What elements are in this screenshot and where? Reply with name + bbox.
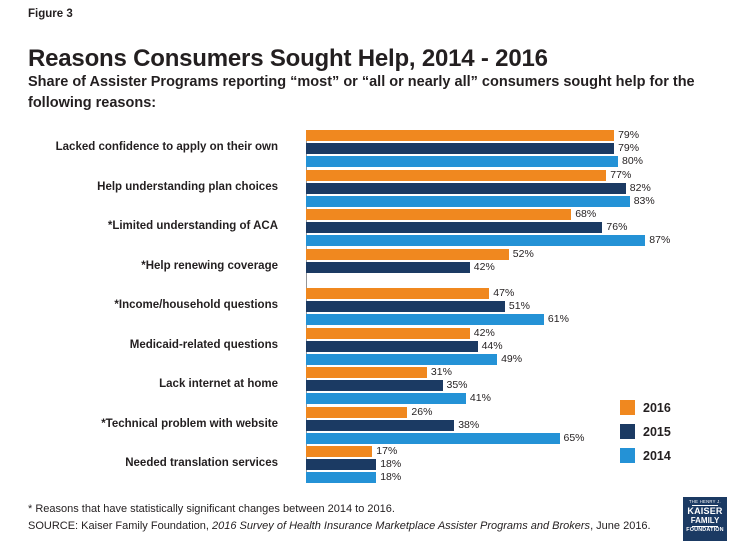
bar-wrapper <box>306 235 708 246</box>
category-label: Lack internet at home <box>159 378 278 390</box>
bar-value-label: 18% <box>380 458 402 470</box>
bar-2014 <box>306 196 630 207</box>
bar-wrapper <box>306 288 708 299</box>
bar-2016 <box>306 170 606 181</box>
bar-value-label: 17% <box>376 445 398 457</box>
category-label: *Help renewing coverage <box>141 259 278 272</box>
logo-line-3: FAMILY <box>690 515 720 525</box>
bar-2014 <box>306 354 497 365</box>
bar-2015 <box>306 420 454 431</box>
bar-value-label: 76% <box>606 221 628 233</box>
category-label: *Technical problem with website <box>101 417 278 430</box>
bar-wrapper <box>306 314 708 325</box>
source-italic: 2016 Survey of Health Insurance Marketplace Assister Programs and Brokers <box>212 520 591 532</box>
bar-2016 <box>306 446 372 457</box>
bar-value-label: 79% <box>618 142 640 154</box>
source-note <box>28 520 651 532</box>
bar-value-label: 52% <box>512 247 534 260</box>
category-bar-group <box>306 249 708 288</box>
legend-item-2015 <box>620 424 710 439</box>
bar-wrapper <box>306 143 708 154</box>
legend-label: 2016 <box>643 400 671 415</box>
bar-value-label: 83% <box>633 194 655 207</box>
bar-2015 <box>306 341 478 352</box>
bar-wrapper <box>306 156 708 167</box>
legend-item-2016 <box>620 400 710 415</box>
bar-2014 <box>306 472 376 483</box>
source-suffix: , June 2016. <box>590 520 651 532</box>
legend-item-2014 <box>620 448 710 463</box>
figure-label: Figure 3 <box>28 8 73 20</box>
bar-value-label: 82% <box>629 181 651 194</box>
bar-2015 <box>306 143 614 154</box>
bar-2016 <box>306 328 470 339</box>
page-title: Reasons Consumers Sought Help, 2014 - 2016 <box>28 45 548 73</box>
bar-wrapper <box>306 275 708 286</box>
bar-2016 <box>306 407 407 418</box>
bar-wrapper <box>306 209 708 220</box>
bar-value-label: 87% <box>649 234 671 246</box>
category-label: Help understanding plan choices <box>97 180 278 193</box>
kff-logo <box>683 497 727 541</box>
bar-wrapper <box>306 249 708 260</box>
bar-2014 <box>306 314 544 325</box>
source-prefix: SOURCE: Kaiser Family Foundation, <box>28 520 213 532</box>
bar-value-label: 31% <box>430 366 452 378</box>
bar-2016 <box>306 209 571 220</box>
bar-wrapper <box>306 341 708 352</box>
bar-2015 <box>306 262 470 273</box>
bar-2015 <box>306 222 602 233</box>
bar-value-label: 18% <box>380 471 402 483</box>
legend-label: 2015 <box>643 424 671 439</box>
logo-line-1: THE HENRY J. <box>688 499 722 504</box>
bar-value-label: 41% <box>469 392 491 404</box>
bar-value-label: 44% <box>481 339 503 352</box>
bar-wrapper <box>306 328 708 339</box>
bar-2014 <box>306 433 560 444</box>
bar-2014 <box>306 393 466 404</box>
category-label: Needed translation services <box>125 457 278 469</box>
bar-value-label: 65% <box>563 431 585 444</box>
bar-wrapper <box>306 170 708 181</box>
bar-value-label: 80% <box>622 155 644 167</box>
footnote: * Reasons that have statistically significant changes between 2014 to 2016. <box>28 503 395 515</box>
legend-swatch-icon <box>620 424 635 439</box>
bar-wrapper <box>306 472 708 483</box>
bar-2015 <box>306 301 505 312</box>
bar-value-label: 51% <box>508 300 530 312</box>
category-label: *Income/household questions <box>114 299 278 311</box>
bar-wrapper <box>306 262 708 273</box>
logo-line-4: FOUNDATION <box>686 527 724 534</box>
category-bar-group <box>306 288 708 327</box>
category-bar-group <box>306 209 708 248</box>
bar-value-label: 42% <box>473 326 495 339</box>
bar-wrapper <box>306 301 708 312</box>
category-bar-group <box>306 170 708 209</box>
bar-2015 <box>306 380 443 391</box>
bar-value-label: 38% <box>458 418 480 431</box>
chart-legend <box>620 400 710 472</box>
bar-wrapper <box>306 196 708 207</box>
category-label: Medicaid-related questions <box>129 338 278 351</box>
legend-swatch-icon <box>620 400 635 415</box>
bar-2016 <box>306 249 509 260</box>
bar-value-label: 42% <box>473 260 495 273</box>
bar-2016 <box>306 130 614 141</box>
bar-value-label: 35% <box>446 379 468 391</box>
bar-2016 <box>306 367 427 378</box>
category-label: *Limited understanding of ACA <box>107 220 278 232</box>
bar-value-label: 49% <box>501 352 523 365</box>
category-label: Lacked confidence to apply on their own <box>55 141 278 153</box>
bar-2014 <box>306 156 618 167</box>
legend-label: 2014 <box>643 448 671 463</box>
chart-subtitle: Share of Assister Programs reporting “most” or “all or nearly all” consumers sought help for the following reasons: <box>28 74 695 112</box>
bar-2015 <box>306 459 376 470</box>
bar-wrapper <box>306 380 708 391</box>
bar-wrapper <box>306 183 708 194</box>
bar-value-label: 77% <box>610 168 632 181</box>
bar-2015 <box>306 183 626 194</box>
bar-wrapper <box>306 222 708 233</box>
bar-value-label: 79% <box>618 129 640 141</box>
bar-chart <box>28 130 708 488</box>
bar-value-label: 26% <box>411 405 433 418</box>
bar-wrapper <box>306 354 708 365</box>
bar-2016 <box>306 288 489 299</box>
category-bar-group <box>306 130 708 169</box>
bar-value-label: 61% <box>547 313 569 325</box>
bar-wrapper <box>306 367 708 378</box>
category-bar-group <box>306 328 708 367</box>
bar-wrapper <box>306 130 708 141</box>
bar-value-label: 68% <box>575 208 597 220</box>
legend-swatch-icon <box>620 448 635 463</box>
bar-2014 <box>306 235 645 246</box>
bar-value-label: 47% <box>493 287 515 299</box>
logo-line-2: KAISER <box>687 506 723 517</box>
